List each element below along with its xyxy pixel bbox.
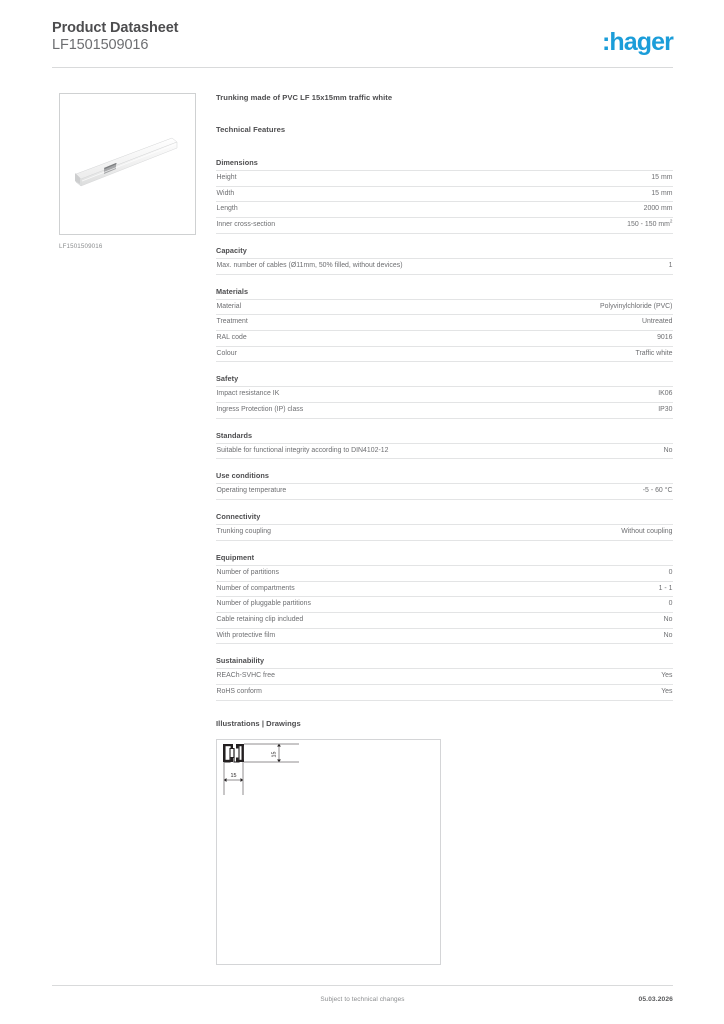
spec-label: Treatment: [216, 315, 445, 331]
cross-section-dimension-drawing: [217, 740, 440, 964]
spec-value: IP30: [445, 403, 674, 419]
table-row: [216, 387, 673, 403]
spec-value: 15 mm: [445, 186, 674, 202]
spec-value: 1 - 1: [445, 581, 674, 597]
illustrations-title: Illustrations | Drawings: [216, 718, 301, 728]
table-row: [216, 346, 673, 362]
spec-group-title: Dimensions: [216, 158, 258, 167]
spec-value: 0: [445, 597, 674, 613]
spec-group-title: Use conditions: [216, 471, 270, 481]
spec-groups: [216, 158, 673, 701]
table-row: [216, 330, 673, 346]
spec-value: 9016: [445, 330, 674, 346]
spec-table: [216, 443, 673, 460]
footer-divider: [52, 985, 673, 986]
spec-value: -5 - 60 °C: [445, 484, 674, 500]
drawing-height-label: 15: [271, 751, 278, 758]
spec-group-title: Equipment: [216, 552, 255, 562]
spec-table: [216, 258, 673, 275]
spec-label: REACh-SVHC free: [216, 669, 445, 685]
spec-value: Untreated: [445, 315, 674, 331]
spec-label: Number of pluggable partitions: [216, 597, 445, 613]
table-row: [216, 525, 673, 541]
content-column: [216, 93, 673, 965]
spec-value: 1: [445, 258, 674, 274]
spec-label: RoHS conform: [216, 685, 445, 701]
spec-label: With protective film: [216, 628, 445, 644]
table-row: [216, 565, 673, 581]
spec-group-title: Capacity: [216, 245, 247, 255]
spec-label: Operating temperature: [216, 484, 445, 500]
product-heading: Trunking made of PVC LF 15x15mm traffic white: [216, 93, 393, 102]
table-row: [216, 581, 673, 597]
table-row: [216, 403, 673, 419]
page-footer: [52, 996, 673, 1008]
spec-value: No: [445, 628, 674, 644]
table-row: [216, 669, 673, 685]
spec-value-superscript: 2: [669, 218, 673, 224]
drawing-box: [216, 739, 441, 965]
spec-group: [216, 374, 673, 418]
table-row: [216, 597, 673, 613]
spec-label: Length: [216, 202, 445, 218]
spec-label: Height: [216, 171, 445, 187]
spec-value: IK06: [445, 387, 674, 403]
spec-table: [216, 299, 673, 363]
product-image-caption: LF1501509016: [59, 243, 103, 250]
spec-value: 2000 mm: [445, 202, 674, 218]
spec-group: [216, 246, 673, 275]
spec-table: [216, 386, 673, 418]
table-row: [216, 443, 673, 459]
product-image-box: [59, 93, 196, 235]
spec-label: Inner cross-section: [216, 218, 445, 234]
table-row: [216, 685, 673, 701]
table-row: [216, 484, 673, 500]
spec-label: Ingress Protection (IP) class: [216, 403, 445, 419]
table-row: [216, 218, 673, 234]
spec-value: No: [445, 443, 674, 459]
table-row: [216, 628, 673, 644]
spec-label: Impact resistance IK: [216, 387, 445, 403]
spec-value: 15 mm: [445, 171, 674, 187]
illustrations-section: [216, 719, 673, 965]
table-row: [216, 299, 673, 315]
spec-label: Suitable for functional integrity according to DIN4102-12: [216, 443, 445, 459]
table-row: [216, 186, 673, 202]
spec-group-title: Connectivity: [216, 512, 261, 522]
spec-group-title: Safety: [216, 374, 239, 384]
spec-table: [216, 524, 673, 541]
hager-logo: :hager: [601, 28, 673, 56]
spec-table: [216, 668, 673, 700]
spec-group: [216, 656, 673, 700]
spec-label: Number of partitions: [216, 565, 445, 581]
footer-disclaimer: Subject to technical changes: [320, 996, 405, 1003]
spec-group-title: Sustainability: [216, 656, 265, 666]
spec-group: [216, 287, 673, 363]
spec-value: Yes: [445, 685, 674, 701]
spec-label: Cable retaining clip included: [216, 612, 445, 628]
footer-date: 05.03.2026: [638, 996, 673, 1003]
spec-value: No: [445, 612, 674, 628]
spec-value: Polyvinylchloride (PVC): [445, 299, 674, 315]
spec-table: [216, 483, 673, 500]
title-block: [52, 20, 178, 54]
spec-label: Max. number of cables (Ø11mm, 50% filled, without devices): [216, 258, 445, 274]
spec-group: [216, 158, 673, 234]
spec-label: Trunking coupling: [216, 525, 445, 541]
spec-value: Without coupling: [445, 525, 674, 541]
spec-label: Number of compartments: [216, 581, 445, 597]
spec-group: [216, 471, 673, 500]
spec-label: Material: [216, 299, 445, 315]
spec-table: [216, 170, 673, 234]
spec-group-title: Materials: [216, 286, 249, 296]
product-reference: LF1501509016: [52, 37, 149, 53]
technical-features-title: Technical Features: [216, 125, 286, 134]
drawing-width-label: 15: [230, 772, 237, 779]
spec-value-text: 150 - 150 mm: [627, 221, 670, 229]
table-row: [216, 258, 673, 274]
spec-label: RAL code: [216, 330, 445, 346]
header-divider: [52, 67, 673, 68]
table-row: [216, 315, 673, 331]
table-row: [216, 171, 673, 187]
spec-group: [216, 431, 673, 460]
spec-label: Width: [216, 186, 445, 202]
table-row: [216, 202, 673, 218]
spec-group: [216, 553, 673, 645]
spec-label: Colour: [216, 346, 445, 362]
page-header: [52, 20, 673, 68]
spec-value: 0: [445, 565, 674, 581]
product-figure: [59, 93, 196, 250]
spec-group: [216, 512, 673, 541]
spec-value: Traffic white: [445, 346, 674, 362]
page-title: Product Datasheet: [52, 20, 179, 36]
spec-value: Yes: [445, 669, 674, 685]
product-photo-trunking-profile: [60, 94, 195, 234]
table-row: [216, 612, 673, 628]
spec-group-title: Standards: [216, 430, 253, 440]
spec-value: [445, 218, 674, 234]
spec-table: [216, 565, 673, 645]
